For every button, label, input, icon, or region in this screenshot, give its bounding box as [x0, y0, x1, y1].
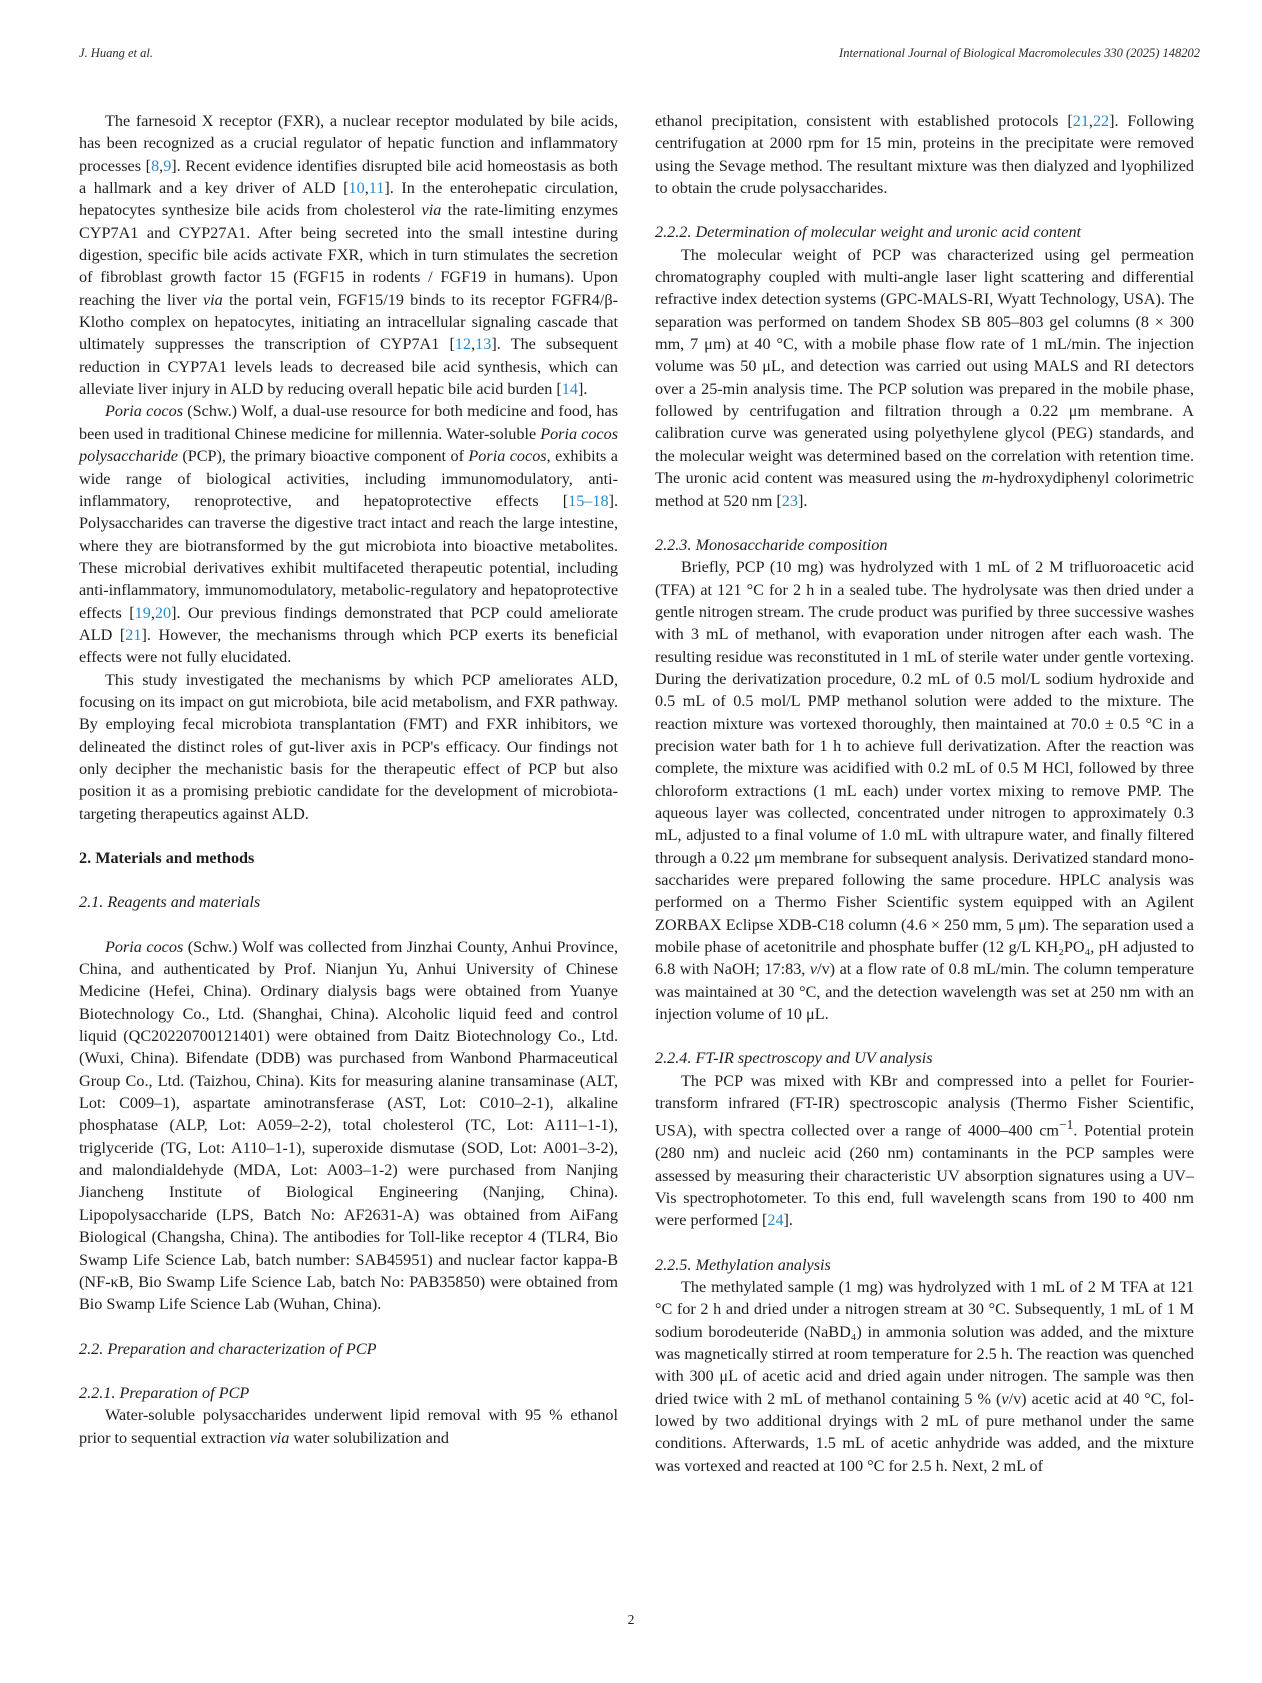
text-segment: /v) acetic acid at 40 °C, followed by two additional dryings with 2 mL of pure methanol under the same conditions. Afterwards, 1.5 mL of acetic anhydride was added, and the mixture was vortexed and reacted at 100 °C for 2.5 h. Next, 2 mL of	[655, 1389, 1194, 1475]
text-segment: The methylated sample (1 mg) was hydrolyzed with 1 mL of 2 M TFA at 121 °C for 2 h and dried under a nitrogen stream at 30 °C. Subsequently, 1 mL of 1 M sodium borodeuteride (NaBD₄) in ammonia solution was added, and the mixture was magnetically stirred at room temperature for 2.5 h. The reaction was quenched with 300 μL of acetic acid and dried again under nitrogen. The sample was then dried twice with 2 mL of methanol containing 5 % (	[655, 1277, 1194, 1408]
text-segment: ,	[364, 179, 369, 198]
text-segment: (Schw.) Wolf was collected from Jinzhai County, Anhui Province, China, and authenticated by Prof. Nianjun Yu, Anhui University of Chinese Medicine (Hefei, China). Ordinary dialysis bags were obtained from Yuanye Biotechnology Co., Ltd. (Shanghai, China). Alcoholic liquid feed and control liquid (QC20220700121401) were obtained from Daitz Biotechnology Co., Ltd. (Wuxi, China). Bifendate (DDB) was purchased from Wanbond Pharmaceutical Group Co., Ltd. (Taizhou, China). Kits for measuring alanine transaminase (ALT, Lot: C009–1), aspartate aminotransferase (AST, Lot: C010–2-1), alkaline phosphatase (ALP, Lot: A059–2-2), total cholesterol (TC, Lot: A111–1-1), triglyceride (TG, Lot: A110–1-1), superoxide dismutase (SOD, Lot: A001–3-2), and malondialdehyde (MDA, Lot: A003–1-2) were purchased from Nanjing Jiancheng Institute of Biological Engineering (Nanjing, China). Lipopolysaccharide (LPS, Batch No: AF2631-A) was obtained from AiFang Biological (Changsha, China). The antibodies for Toll-like receptor 4 (TLR4, Bio Swamp Life Science Lab, batch number: SAB45951) and nuclear factor kappa-B (NF-κB, Bio Swamp Life Science Lab, batch No: PAB35850) were obtained from Bio Swamp Life Science Lab (Wuhan, China).	[79, 937, 619, 1314]
italic-text: v	[809, 960, 818, 979]
italic-text: m	[981, 469, 994, 488]
italic-text: via	[203, 290, 223, 309]
subsection-heading: 2.1. Reagents and materials	[79, 893, 261, 912]
spacer	[655, 1232, 1194, 1254]
citation-link[interactable]: 10	[348, 179, 365, 198]
page-number: 2	[627, 1612, 635, 1627]
italic-text: Poria cocos	[105, 937, 184, 956]
section-heading: 2. Materials and methods	[79, 849, 255, 867]
citation-link[interactable]: 9	[163, 156, 172, 175]
body-paragraph	[655, 556, 1194, 1025]
body-paragraph	[655, 1276, 1194, 1477]
citation-link[interactable]: 23	[781, 491, 798, 510]
citation-link[interactable]: 14	[561, 380, 578, 399]
text-segment: ,	[1088, 112, 1093, 130]
spacer	[655, 199, 1194, 221]
subsubsection-heading: 2.2.4. FT-IR spectroscopy and UV analysis	[655, 1049, 933, 1068]
text-segment: This study investigated the mechanisms by which PCP ameliorates ALD, focusing on its impact on gut microbiota, bile acid metabolism, and FXR pathway. By employing fecal microbiota transplantation (FMT) and FXR inhibitors, we delineated the distinct roles of gut-liver axis in PCP's efficacy. Our findings not only decipher the mechanistic basis for the therapeutic effect of PCP but also position it as a promising prebiotic candidate for the development of microbiota-targeting therapeutics against ALD.	[79, 670, 618, 823]
citation-link[interactable]: 21	[125, 625, 142, 644]
spacer	[79, 1316, 618, 1338]
text-segment: The farnesoid X receptor (FXR), a nuclear receptor modulated by bile acids, has been recognized as a crucial regulator of hepatic function and inflammatory processes [	[79, 112, 618, 175]
running-head-journal: International Journal of Biological Macromolecules 330 (2025) 148202	[839, 46, 1200, 60]
italic-text: Poria cocos	[105, 402, 184, 421]
spacer	[655, 512, 1194, 534]
right-column	[655, 110, 1194, 1477]
text-segment: ,	[159, 156, 164, 175]
text-segment: the portal vein, FGF15/19 binds to its receptor FGFR4/β-Klotho complex on hepatocytes, initiating an intracellular signaling cascade that ultimately suppresses the transcription of CYP7A1 [	[79, 290, 618, 354]
citation-link[interactable]: 15–18	[568, 491, 609, 510]
subsubsection-heading: 2.2.3. Monosaccharide composition	[655, 535, 888, 554]
text-segment: . Potential protein (280 nm) and nucleic acid (260 nm) contaminants in the PCP samples were assessed by measuring their characteristic UV absorption signatures using a UV–Vis spectrophotometer. To this end, full wavelength scans from 190 to 400 nm were performed [	[655, 1121, 1195, 1230]
citation-link[interactable]: 12	[454, 335, 472, 354]
text-segment: water solubilization and	[289, 1428, 449, 1447]
text-segment: The PCP was mixed with KBr and compressed into a pellet for Fourier-transform infrared (FT-IR) spectroscopic analysis (Thermo Fisher Scientific, USA), with spectra collected over a range of 4000–400 cm	[655, 1071, 1194, 1140]
text-segment: ,	[150, 603, 155, 622]
text-segment: ].	[797, 491, 808, 510]
text-segment: , exhibits a wide range of biological activities, including immunomodulatory, anti-inflammatory, renoprotective, and hepatoprotective effects [	[79, 447, 618, 510]
body-paragraph	[79, 1404, 618, 1449]
text-segment: /v) at a flow rate of 0.8 mL/min. The column temperature was maintained at 30 °C, and the detection wavelength was set at 250 nm with an injection volume of 10 μL.	[655, 960, 1194, 1024]
text-segment: ]. However, the mechanisms through which PCP exerts its beneficial effects were not fully elucidated.	[79, 625, 618, 667]
text-segment: ]. The subsequent reduction in CYP7A1 levels leads to decreased bile acid synthesis, which can alleviate liver injury in ALD by reducing overall hepatic bile acid burden [	[79, 335, 618, 399]
citation-link[interactable]: 24	[767, 1211, 784, 1230]
text-segment: (PCP), the primary bioactive component of	[177, 447, 469, 466]
text-segment: ]. Polysaccharides can traverse the digestive tract intact and reach the large intestine, where they are biotransformed by the gut microbiota into bioactive metabolites. These microbial derivatives exhibit multifaceted therapeutic potential, including anti-inflammatory, immunomodulatory, metabolic-regulatory and hepatoprotective effects [	[79, 491, 618, 622]
subsubsection-heading: 2.2.1. Preparation of PCP	[79, 1383, 250, 1402]
text-segment: ]. Our previous findings demonstrated that PCP could ameliorate ALD [	[79, 603, 618, 644]
citation-link[interactable]: 21	[1072, 112, 1089, 130]
text-segment: -hydroxydiphenyl colorimetric method at 520 nm [	[655, 469, 1194, 510]
body-paragraph	[79, 110, 618, 400]
italic-text: Poria cocos polysaccharide	[79, 424, 618, 466]
body-paragraph	[79, 400, 618, 668]
text-segment: ]. In the enterohepatic circulation, hepatocytes synthesize bile acids from cholesterol	[79, 179, 618, 220]
italic-text: via	[269, 1428, 290, 1447]
citation-link[interactable]: 13	[475, 335, 492, 354]
citation-link[interactable]: 8	[151, 156, 160, 175]
italic-text: v	[1001, 1389, 1009, 1408]
body-paragraph	[79, 936, 618, 1316]
citation-link[interactable]: 20	[154, 603, 172, 622]
subsection-heading: 2.2. Preparation and characterization of PCP	[79, 1339, 377, 1358]
text-segment: the rate-limiting enzymes CYP7A1 and CYP27A1. After being secreted into the small intestine during digestion, specific bile acids activate FXR, which in turn stimulates the secretion of fibroblast growth factor 15 (FGF15 in rodents / FGF19 in humans). Upon reaching the liver	[79, 201, 618, 309]
text-segment: Water-soluble polysaccharides underwent lipid removal with 95 % ethanol prior to sequential extraction	[79, 1406, 618, 1447]
italic-text: via	[421, 201, 442, 220]
text-segment: ethanol precipitation, consistent with established protocols [	[655, 112, 1073, 130]
text-segment: ,	[471, 335, 476, 354]
citation-link[interactable]: 19	[134, 603, 151, 622]
spacer	[655, 1025, 1194, 1047]
text-segment: Briefly, PCP (10 mg) was hydrolyzed with 1 mL of 2 M trifluoroacetic acid (TFA) at 121 °C for 2 h in a sealed tube. The hydrolysate was then dried under a gentle nitrogen stream. The crude product was purified by three successive washes with 3 mL of methanol, with evaporation under nitrogen after each wash. The resulting residue was reconstituted in 1 mL of sterile water under gentle vortexing. During the derivatization procedure, 0.2 mL of 0.5 mol/L sodium hydroxide and 0.5 mL of 0.5 mol/L PMP methanol solution were added to the mixture. The reaction mixture was vortexed thoroughly, then maintained at 70.0 ± 0.5 °C in a precision water bath for 1 h to achieve full derivatization. After the reaction was complete, the mixture was acidified with 0.2 mL of 0.5 M HCl, followed by three chloroform extractions (1 mL each) under vortex mixing to remove PMP. The aqueous layer was collected, concentrated under nitrogen to approximately 0.3 mL, adjusted to a final volume of 1.0 mL with ultrapure water, and finally filtered through a 0.22 μm membrane for subsequent analysis. Derivatized standard monosaccharides were prepared following the same procedure. HPLC analysis was performed on a Thermo Fisher Scientific system equipped with an Agilent ZORBAX Eclipse XDB-C18 column (4.6 × 250 mm, 5 μm). The separation used a mobile phase of acetonitrile and phosphate buffer (12 g/L KH₂PO₄, pH adjusted to 6.8 with NaOH; 17:83,	[655, 558, 1194, 979]
body-paragraph	[655, 110, 1194, 199]
citation-link[interactable]: 11	[368, 179, 385, 198]
text-segment: The molecular weight of PCP was characterized using gel permeation chromatography coupled with multi-angle laser light scattering and differential refractive index detection systems (GPC-MALS-RI, Wyatt Technology, USA). The separation was performed on tandem Shodex SB 805–803 gel columns (8 × 300 mm, 7 μm) at 40 °C, with a mobile phase flow rate of 1 mL/min. The injection volume was 50 μL, and detection was carried out using MALS and RI detectors over a 25-min analysis time. The PCP solution was prepared in the mobile phase, followed by centrifugation and filtration through a 0.22 μm membrane. A calibration curve was generated using polyethylene glycol (PEG) standards, and the molecular weight was determined based on the correlation with retention time. The uronic acid content was measured using the	[655, 245, 1194, 488]
body-paragraph	[655, 1070, 1194, 1232]
running-head-authors: J. Huang et al.	[79, 46, 153, 60]
text-segment: ].	[577, 380, 588, 399]
superscript-text: −1	[1059, 1117, 1074, 1133]
citation-link[interactable]: 22	[1092, 112, 1110, 130]
italic-text: Poria cocos	[468, 447, 547, 466]
text-segment: ]. Recent evidence identifies disrupted bile acid homeostasis as both a hallmark and a key driver of ALD [	[79, 156, 619, 198]
body-paragraph	[79, 669, 618, 825]
text-segment: (Schw.) Wolf, a dual-use resource for both medicine and food, has been used in traditional Chinese medicine for millennia. Water-soluble	[79, 402, 618, 443]
body-paragraph	[655, 244, 1194, 512]
text-segment: ].	[783, 1211, 793, 1230]
subsubsection-heading: 2.2.2. Determination of molecular weight and uronic acid content	[655, 223, 1082, 242]
left-column	[79, 110, 618, 1449]
subsubsection-heading: 2.2.5. Methylation analysis	[655, 1255, 831, 1274]
text-segment: ]. Following centrifugation at 2000 rpm for 15 min, proteins in the precipitate were removed using the Sevage method. The resultant mixture was then dialyzed and lyophilized to obtain the crude polysaccharides.	[655, 112, 1194, 198]
